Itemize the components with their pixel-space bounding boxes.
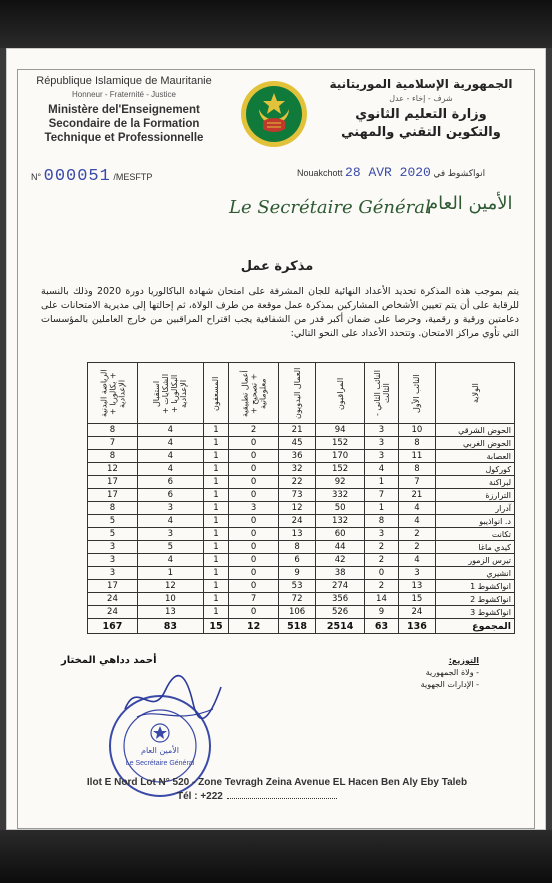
count-cell: 9	[365, 606, 399, 619]
table-total-row	[88, 619, 515, 634]
count-cell: 94	[316, 424, 365, 437]
memo-body: يتم بموجب هذه المذكرة تحديد الأعداد النهائية للجان المشرفة على امتحان شهادة الباكالوريا دورة 2020 وذلك بالنسبة للرقابة على أن يتم تعيين الأشخاص المشاركين بمذكرة عمل موقعة من طرف الولاة، ثم إحالتها إلى مديرية الامتحانات على دعامتين ورقية و رقمية، وحرصا على ضمان أكبر قدر من الشفافية يجب اقتراح المراقبين من خارج العاملين بالمؤسسات التي تأوي مراكز الامتحان. وتتحدد الأعداد على النحو التالي:	[41, 286, 519, 339]
count-cell: 0	[229, 476, 279, 489]
count-cell: 12	[279, 502, 316, 515]
count-cell: 1	[203, 606, 228, 619]
count-cell: 17	[88, 580, 138, 593]
memo-title: مذكرة عمل	[240, 259, 314, 274]
count-cell: 3	[229, 502, 279, 515]
count-cell: 12	[229, 619, 279, 634]
phone-bottom-bar	[0, 830, 552, 883]
count-cell: 132	[316, 515, 365, 528]
count-cell: 24	[88, 593, 138, 606]
table-row	[88, 424, 515, 437]
table-row	[88, 606, 515, 619]
count-cell: 8	[88, 502, 138, 515]
column-header: العمال اليدويون	[279, 363, 316, 424]
region-cell: تكانت	[436, 528, 515, 541]
count-cell: 0	[229, 450, 279, 463]
count-cell: 0	[229, 606, 279, 619]
table-row	[88, 489, 515, 502]
region-cell: انواكشوط 2	[436, 593, 515, 606]
secretary-general-fr: Le Secrétaire Général	[229, 197, 431, 218]
table-row	[88, 450, 515, 463]
count-cell: 4	[137, 463, 203, 476]
fr-motto: Honneur - Fraternité - Justice	[71, 90, 177, 99]
seal-text-ar: الأمين العام	[140, 746, 180, 755]
count-cell: 21	[398, 489, 435, 502]
count-cell: 1	[365, 476, 399, 489]
count-cell: 17	[88, 489, 138, 502]
count-cell: 6	[279, 554, 316, 567]
count-cell: 45	[279, 437, 316, 450]
region-cell: لبراكنة	[436, 476, 515, 489]
count-cell: 63	[365, 619, 399, 634]
count-cell: 8	[88, 450, 138, 463]
count-cell: 50	[316, 502, 365, 515]
count-cell: 4	[137, 554, 203, 567]
count-cell: 4	[398, 502, 435, 515]
count-cell: 152	[316, 463, 365, 476]
count-cell: 24	[88, 606, 138, 619]
count-cell: 4	[137, 424, 203, 437]
count-cell: 13	[279, 528, 316, 541]
count-cell: 2	[398, 528, 435, 541]
count-cell: 7	[365, 489, 399, 502]
region-cell: المجموع	[436, 619, 515, 634]
count-cell: 6	[137, 489, 203, 502]
table-row	[88, 567, 515, 580]
region-cell: آدرار	[436, 502, 515, 515]
count-cell: 0	[229, 515, 279, 528]
table-header-row	[88, 363, 515, 424]
count-cell: 7	[229, 593, 279, 606]
distribution-list: التوزيع: - ولاة الجمهورية - الإدارات الجهوية	[420, 656, 479, 689]
count-cell: 24	[279, 515, 316, 528]
count-cell: 0	[229, 541, 279, 554]
count-cell: 17	[88, 476, 138, 489]
count-cell: 32	[279, 463, 316, 476]
table-row	[88, 541, 515, 554]
count-cell: 1	[203, 437, 228, 450]
phone-top-bar	[0, 0, 552, 48]
count-cell: 2	[365, 541, 399, 554]
count-cell: 9	[279, 567, 316, 580]
count-cell: 152	[316, 437, 365, 450]
reference-number: N° 000051 /MESFTP	[31, 167, 153, 186]
count-cell: 7	[398, 476, 435, 489]
column-header: الرياضة البدنية + بكالوريا + الإعدادية	[88, 363, 138, 424]
count-cell: 3	[88, 567, 138, 580]
count-cell: 1	[365, 502, 399, 515]
column-header: أعمال تطبيقية + تصحيح + معلوماتية	[229, 363, 279, 424]
count-cell: 1	[203, 567, 228, 580]
count-cell: 2514	[316, 619, 365, 634]
table-row	[88, 528, 515, 541]
count-cell: 1	[203, 450, 228, 463]
count-cell: 2	[365, 554, 399, 567]
count-cell: 14	[365, 593, 399, 606]
national-emblem-icon	[239, 79, 309, 149]
region-cell: د. انواذيبو	[436, 515, 515, 528]
count-cell: 4	[365, 463, 399, 476]
count-cell: 42	[316, 554, 365, 567]
count-cell: 2	[398, 541, 435, 554]
secretary-general-ar: الأمين العام	[427, 193, 513, 214]
count-cell: 2	[229, 424, 279, 437]
count-cell: 38	[316, 567, 365, 580]
column-header: المسعفون	[203, 363, 228, 424]
count-cell: 1	[203, 476, 228, 489]
count-cell: 4	[137, 437, 203, 450]
count-cell: 73	[279, 489, 316, 502]
count-cell: 6	[137, 476, 203, 489]
date-stamp: 28 AVR 2020	[345, 165, 431, 180]
count-cell: 0	[229, 528, 279, 541]
count-cell: 3	[88, 554, 138, 567]
count-cell: 5	[137, 541, 203, 554]
count-cell: 8	[279, 541, 316, 554]
table-row	[88, 437, 515, 450]
count-cell: 5	[88, 515, 138, 528]
footer-address: Ilot E Nord Lot N° 520 - Zone Tevragh Zeina Avenue EL Hacen Ben Aly Eby Taleb	[86, 777, 468, 788]
count-cell: 0	[365, 567, 399, 580]
table-row	[88, 593, 515, 606]
count-cell: 1	[203, 502, 228, 515]
count-cell: 8	[365, 515, 399, 528]
count-cell: 53	[279, 580, 316, 593]
column-header: المراقبون	[316, 363, 365, 424]
seal-text-fr: Le Secrétaire Général	[125, 760, 195, 767]
count-cell: 1	[203, 580, 228, 593]
ar-motto: شرف - إخاء - عدل	[389, 94, 453, 103]
count-cell: 0	[229, 463, 279, 476]
count-cell: 24	[398, 606, 435, 619]
region-cell: العصابة	[436, 450, 515, 463]
count-cell: 5	[88, 528, 138, 541]
count-cell: 1	[203, 554, 228, 567]
count-cell: 0	[229, 580, 279, 593]
ar-ministry-name: وزارة التعليم الثانوي والتكوين التقني والمهني	[341, 107, 501, 140]
count-cell: 4	[137, 515, 203, 528]
region-cell: تيرس الزمور	[436, 554, 515, 567]
table-row	[88, 554, 515, 567]
count-cell: 3	[365, 424, 399, 437]
ar-country-name: الجمهورية الإسلامية الموريتانية	[329, 77, 513, 91]
column-header: النائب الأول	[398, 363, 435, 424]
count-cell: 4	[398, 554, 435, 567]
region-cell: انشيري	[436, 567, 515, 580]
count-cell: 106	[279, 606, 316, 619]
count-cell: 3	[398, 567, 435, 580]
count-cell: 21	[279, 424, 316, 437]
count-cell: 170	[316, 450, 365, 463]
table-row	[88, 580, 515, 593]
count-cell: 0	[229, 437, 279, 450]
handwritten-signature	[117, 669, 227, 739]
count-cell: 167	[88, 619, 138, 634]
table-row	[88, 463, 515, 476]
count-cell: 22	[279, 476, 316, 489]
region-cell: الحوض الغربي	[436, 437, 515, 450]
count-cell: 1	[203, 515, 228, 528]
count-cell: 3	[365, 437, 399, 450]
table-body	[88, 424, 515, 634]
count-cell: 3	[137, 502, 203, 515]
count-cell: 7	[88, 437, 138, 450]
count-cell: 13	[398, 580, 435, 593]
count-cell: 4	[398, 515, 435, 528]
fr-country-name: République Islamique de Mauritanie	[36, 75, 212, 87]
count-cell: 0	[229, 567, 279, 580]
region-cell: كوركول	[436, 463, 515, 476]
count-cell: 92	[316, 476, 365, 489]
fr-ministry-name: Ministère del'Enseignement Secondaire de la Formation Technique et Professionnelle	[44, 104, 204, 144]
count-cell: 11	[398, 450, 435, 463]
region-cell: انواكشوط 1	[436, 580, 515, 593]
signatory-name: أحمد دداهي المختار	[61, 655, 157, 666]
count-cell: 1	[203, 489, 228, 502]
region-cell: كيدي ماغا	[436, 541, 515, 554]
count-cell: 1	[203, 463, 228, 476]
region-cell: انواكشوط 3	[436, 606, 515, 619]
count-cell: 8	[398, 463, 435, 476]
date-line: Nouakchott 28 AVR 2020 انواكشوط في	[297, 165, 486, 180]
count-cell: 15	[203, 619, 228, 634]
table-row	[88, 476, 515, 489]
count-cell: 0	[229, 554, 279, 567]
region-cell: الترارزة	[436, 489, 515, 502]
count-cell: 1	[203, 528, 228, 541]
count-cell: 10	[398, 424, 435, 437]
footer-telephone: Tél : +222	[177, 791, 337, 802]
count-cell: 15	[398, 593, 435, 606]
column-header: الولاية	[436, 363, 515, 424]
table-row	[88, 515, 515, 528]
count-cell: 4	[137, 450, 203, 463]
count-cell: 1	[203, 424, 228, 437]
count-cell: 332	[316, 489, 365, 502]
count-cell: 10	[137, 593, 203, 606]
count-cell: 36	[279, 450, 316, 463]
column-header: استقبال الشكايات + البكالوريا + الإعدادية	[137, 363, 203, 424]
count-cell: 274	[316, 580, 365, 593]
column-header: النائب الثاني - الثالث	[365, 363, 399, 424]
region-cell: الحوض الشرقي	[436, 424, 515, 437]
count-cell: 0	[229, 489, 279, 502]
count-cell: 12	[88, 463, 138, 476]
count-cell: 136	[398, 619, 435, 634]
count-cell: 3	[88, 541, 138, 554]
count-cell: 3	[365, 528, 399, 541]
count-cell: 13	[137, 606, 203, 619]
count-cell: 60	[316, 528, 365, 541]
count-cell: 44	[316, 541, 365, 554]
count-cell: 8	[398, 437, 435, 450]
count-cell: 8	[88, 424, 138, 437]
supervisors-table	[87, 362, 515, 634]
count-cell: 356	[316, 593, 365, 606]
table-row	[88, 502, 515, 515]
count-cell: 526	[316, 606, 365, 619]
document-page	[6, 48, 546, 830]
count-cell: 1	[203, 593, 228, 606]
count-cell: 12	[137, 580, 203, 593]
count-cell: 72	[279, 593, 316, 606]
count-cell: 3	[137, 528, 203, 541]
count-cell: 1	[203, 541, 228, 554]
count-cell: 83	[137, 619, 203, 634]
count-cell: 518	[279, 619, 316, 634]
count-cell: 1	[137, 567, 203, 580]
count-cell: 2	[365, 580, 399, 593]
count-cell: 3	[365, 450, 399, 463]
